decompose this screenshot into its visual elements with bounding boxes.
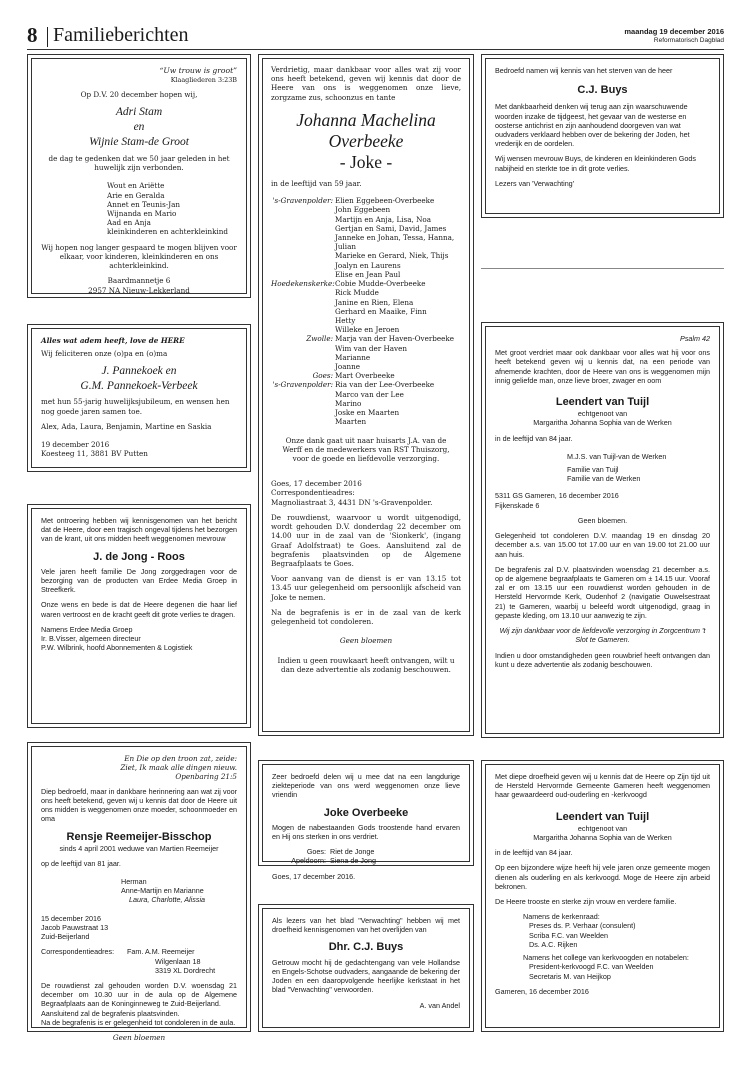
paragraph: Onze wens en bede is dat de Heere degenen die haar lief waren vertroost en de kracht geeft dit grote verlies te dragen.: [41, 600, 237, 619]
relative-row: [271, 408, 461, 417]
intro: Diep bedroefd, maar in dankbare herinnering aan wat zij voor ons heeft betekend, geven wij u kennis dat door de Heere uit ons midden is weggenomen onze moeder, schoonmoeder en oma: [41, 786, 237, 824]
intro: Met diepe droefheid geven wij u kennis dat de Heere op Zijn tijd uit de Hersteld Hervormde Gemeente Gameren heeft weggenomen haar gewaardeerd oud-ouderling en -kerkvoogd: [495, 772, 710, 800]
intro: Zeer bedroefd delen wij u mee dat na een langdurige ziekteperiode van ons werd weggenomen onze lieve vriendin: [272, 772, 460, 800]
relative-name: Janine en Rien, Elena: [335, 297, 414, 307]
deceased-name: J. de Jong - Roos: [93, 550, 185, 563]
couple-name: G.M. Pannekoek-Verbeek: [80, 380, 198, 393]
family-line: Aad en Anja: [107, 218, 151, 228]
scripture-ref: Psalm 42: [680, 334, 710, 343]
relative-row: [271, 288, 461, 297]
closing: Wij hopen nog langer gespaard te mogen blijven voor elkaar, voor kinderen, kleinkinderen en ons achterkleinkind.: [41, 242, 237, 271]
address: 2957 NA Nieuw-Lekkerland: [88, 285, 190, 295]
relative-place: [271, 316, 335, 325]
ad-pannekoek: [27, 324, 251, 472]
deceased-name: Leendert van Tuijl: [555, 396, 650, 409]
relative-place: Goes:: [312, 371, 333, 381]
relative-place: [271, 408, 335, 417]
family-line: kleinkinderen en achterkleinkind: [107, 227, 228, 237]
date: Goes, 17 december 2016.: [272, 871, 356, 881]
relative-row: [271, 224, 461, 233]
issue-date: maandag 19 december 2016: [624, 27, 724, 36]
relative-place: Zwolle:: [306, 334, 333, 344]
signed-place: Apeldoorn:: [291, 856, 326, 866]
paragraph: Na de begrafenis is er gelegenheid tot condoleren in de aula.: [41, 1017, 236, 1027]
relative-place: [271, 233, 335, 251]
intro: Met groot verdriet maar ook dankbaar voor alles wat hij voor ons heeft betekend geven wij u kennis dat, na een periode van afnemende krachten, door de Heere van ons is weggenomen mijn innig geliefde man, onze lieve broer, zwager en oom: [495, 348, 710, 385]
relative-name: Marja van der Haven-Overbeeke: [335, 334, 454, 344]
flowers: Geen bloemen.: [577, 515, 628, 525]
relative-place: [271, 224, 335, 233]
relative-row: [271, 325, 461, 334]
couple-name: Wijnie Stam-de Groot: [89, 136, 189, 148]
relative-place: [271, 307, 335, 316]
paragraph: De rouwdienst zal gehouden worden D.V. woensdag 21 december om 10.30 uur in de aula op de Algemene Begraafplaats aan de Koninginneweg te Zuid-Beijerland.: [41, 981, 237, 1009]
relative-place: [271, 215, 335, 224]
paragraph: Wij zijn dankbaar voor de liefdevolle verzorging in Zorgcentrum 't Slot te Gameren.: [499, 626, 706, 645]
paragraph: De rouwdienst, waarvoor u wordt uitgenodigd, wordt gehouden D.V. donderdag 22 december om 14.00 uur in de zaal van de 'Sionkerk', (ingang Graaf Adolfstraat) te Goes. Aansluitend zal de begrafenis plaatsvinden op de Algemene Begraafplaats te Goes.: [271, 512, 461, 568]
paragraph: Na de begrafenis is er in de zaal van de kerk gelegenheid tot condoleren.: [271, 607, 461, 627]
signed: Ir. B.Visser, algemeen directeur: [41, 634, 141, 644]
intro: Als lezers van het blad "Verwachting" hebben wij met droefheid kennisgenomen van het overlijden van: [272, 916, 460, 935]
paragraph: Voor aanvang van de dienst is er van 13.15 tot 13.45 uur gelegenheid om persoonlijk afscheid van Joke te nemen.: [271, 574, 461, 602]
spouse: Margaritha Johanna Sophia van de Werken: [533, 832, 672, 842]
signed-name: Riet de Jonge: [330, 847, 375, 857]
signed: A. van Andel: [419, 1001, 460, 1011]
corr-line: 3319 XL Dordrecht: [155, 965, 216, 975]
deceased-name: Overbeeke: [328, 130, 404, 151]
relative-place: [271, 399, 335, 408]
signed: P.W. Wilbrink, hoofd Abonnementen & Logistiek: [41, 643, 193, 653]
relative-name: Gertjan en Sami, David, James: [335, 223, 447, 233]
ad-tuijl-church: [481, 760, 724, 1032]
board-member: President-kerkvoogd F.C. van Weelden: [529, 962, 654, 972]
address: Koesteeg 11, 3881 BV Putten: [41, 449, 148, 459]
address: Correspondentieadres:: [271, 488, 355, 498]
body: Getrouw mocht hij de gedachtengang van vele Hollandse en Engels-Schotse oudvaders, aangaande de bekering der Joden en een daaropvolgende heerlijke kerkstaat in het blad "Verwachting" verwoorden.: [272, 957, 460, 995]
relative-row: [271, 215, 461, 224]
spouse-label: echtgenoot van: [577, 823, 628, 833]
relative-row: [271, 205, 461, 214]
relative-name: Joanne: [335, 362, 361, 372]
ad-joke-friends: [258, 760, 474, 881]
relative-place: [271, 288, 335, 297]
relative-place: [271, 390, 335, 399]
council-member: Ds. A.C. Rijken: [529, 939, 578, 949]
relative-row: [271, 417, 461, 426]
paragraph: De begrafenis zal D.V. plaatsvinden woensdag 21 december a.s. op de algemene begraafplaats te Gameren om ± 14.15 uur. Vooraf zal er om 13.15 uur een rouwdienst worden gehouden in de Hersteld Hervormde Kerk, Oudenhof 2 (navigatie Ouwelsestraat 21) te Gameren, waarbij u beleefd wordt uitgenodigd, graag in gepaste kleding, om 13.10 uur aanwezig te zijn.: [495, 564, 710, 620]
relative-name: Marianne: [335, 352, 371, 362]
relative-place: 's-Gravenpolder:: [272, 196, 333, 206]
quote-ref: Openbaring 21:5: [175, 772, 237, 782]
body: Mogen de nabestaanden Gods troostende hand ervaren en Hij ons sterken in ons verdriet.: [272, 822, 460, 841]
relative-place: [271, 417, 335, 426]
relative-name: Joske en Maarten: [335, 408, 400, 418]
signed-name: Siena de Jong: [330, 856, 376, 866]
relative-name: Hetty: [335, 315, 356, 325]
relatives-list: [271, 196, 461, 426]
relative-place: [271, 353, 335, 362]
page-number: 8: [27, 23, 38, 47]
flowers: Geen bloemen: [339, 636, 393, 646]
intro: Met ontroering hebben wij kennisgenomen van het bericht dat de Heere, door een tragisch ongeval tijdens het bezorgen van de krant, uit ons midden heeft weggenomen mevrouw: [41, 516, 237, 544]
paragraph: Aansluitend zal de begrafenis plaatsvinden.: [41, 1008, 180, 1018]
address: Fijkenskade 6: [495, 500, 540, 510]
relative-place: Hoedekenskerke:: [271, 279, 335, 289]
paragraph: Vele jaren heeft familie De Jong zorggedragen voor de bezorging van de producten van Erdee Media Groep in Streefkerk.: [41, 566, 237, 595]
couple-and: en: [133, 121, 145, 134]
relative-row: [271, 196, 461, 205]
relative-name: Rick Mudde: [335, 288, 379, 298]
relative-name: Gerhard en Maaike, Finn: [335, 306, 427, 316]
council-member: Scriba F.C. van Weelden: [529, 930, 608, 940]
header-rule: [27, 49, 724, 50]
signed-place: Goes:: [306, 847, 326, 857]
family-line: M.J.S. van Tuijl-van de Werken: [567, 451, 667, 461]
address: Magnoliastraat 3, 4431 DN 's-Gravenpolder.: [271, 497, 433, 507]
relative-place: [271, 325, 335, 334]
ad-overbeeke: [258, 54, 474, 736]
relative-name: Marieke en Gerard, Niek, Thijs: [335, 251, 449, 261]
signed-line: [272, 856, 460, 865]
council-label: Namens de kerkenraad:: [523, 912, 600, 922]
date: Gameren, 16 december 2016: [495, 986, 589, 996]
family-line: Anne-Martijn en Marianne: [121, 886, 204, 896]
relative-name: Elise en Jean Paul: [335, 269, 401, 279]
relative-row: [271, 307, 461, 316]
family-line: Wout en Ariëtte: [107, 181, 165, 191]
relative-row: [271, 251, 461, 260]
ad-reemeijer: [27, 742, 251, 1043]
corr-line: Wilgenlaan 18: [155, 956, 201, 966]
thanks: Onze dank gaat uit naar huisarts J.A. van de Werff en de medewerkers van RST Thuiszorg, voor de goede en liefdevolle verzorging.: [282, 435, 450, 463]
paper-name: Reformatorisch Dagblad: [653, 37, 724, 44]
relative-row: [271, 261, 461, 270]
ad-buys-andel: [258, 904, 474, 1032]
address: Zuid-Beijerland: [41, 932, 90, 942]
deceased-name: Dhr. C.J. Buys: [328, 941, 404, 954]
age: in de leeftijd van 84 jaar.: [495, 848, 573, 858]
relative-name: John Eggebeen: [335, 205, 391, 215]
relative-name: Wim van der Haven: [335, 343, 407, 353]
ad-tuijl-family: [481, 322, 724, 738]
column-divider: [481, 268, 724, 269]
relative-name: Joalyn en Laurens: [335, 260, 401, 270]
intro: Wij feliciteren onze (o)pa en (o)ma: [41, 349, 168, 359]
relative-name: Mart Overbeeke: [335, 371, 395, 381]
signed: Lezers van 'Verwachting': [495, 178, 575, 188]
signed-line: [272, 847, 460, 856]
body: de dag te gedenken dat we 50 jaar geleden in het huwelijk zijn verbonden.: [48, 153, 230, 173]
address: Goes, 17 december 2016: [271, 479, 362, 489]
corr-line: Fam. A.M. Reemeijer: [127, 947, 195, 957]
address: Jacob Pauwstraat 13: [41, 922, 109, 932]
relative-row: [271, 279, 461, 288]
flowers: Geen bloemen: [112, 1033, 166, 1043]
intro: Verdrietig, maar dankbaar voor alles wat zij voor ons heeft betekend, geven wij kennis dat door de Heere van ons is weggenomen onze lieve, zorgzame zus, schoonzus en tante: [271, 65, 461, 102]
relative-name: Martijn en Anja, Lisa, Noa: [335, 214, 431, 224]
relative-row: [271, 371, 461, 380]
relative-name: Willeke en Jeroen: [335, 325, 400, 335]
relative-row: [271, 353, 461, 362]
intro: Bedroefd namen wij kennis van het sterven van de heer: [495, 66, 673, 75]
intro: Op D.V. 20 december hopen wij,: [80, 89, 198, 99]
deceased-name: Leendert van Tuijl: [555, 810, 650, 823]
relative-row: [271, 316, 461, 325]
relative-name: Marco van der Lee: [335, 389, 404, 399]
age: in de leeftijd van 84 jaar.: [495, 433, 573, 443]
relative-row: [271, 344, 461, 353]
quote: En Die op den troon zat, zeide:: [124, 754, 237, 763]
relative-name: Janneke en Johan, Tessa, Hanna, Julian: [335, 232, 455, 252]
ad-stam: [27, 54, 251, 298]
relative-name: Cobie Mudde-Overbeeke: [335, 279, 426, 289]
quote: “Uw trouw is groot”: [159, 66, 237, 75]
relative-place: [271, 298, 335, 307]
relative-name: Ria van der Lee-Overbeeke: [335, 380, 435, 390]
subtitle: sinds 4 april 2001 weduwe van Martien Reemeijer: [59, 843, 219, 853]
deceased-name: Joke Overbeeke: [323, 806, 409, 819]
spouse: Margaritha Johanna Sophia van de Werken: [533, 418, 672, 428]
signed: Namens Erdee Media Groep: [41, 624, 133, 634]
deceased-name: Johanna Machelina: [296, 109, 436, 130]
family-line: Laura, Charlotte, Alissia: [129, 895, 206, 905]
ad-buys-verwachting: [481, 54, 724, 218]
closing: Indien u door omstandigheden geen rouwbrief heeft ontvangen dan kunt u deze advertentie als zodanig beschouwen.: [495, 650, 710, 669]
deceased-nickname: - Joke -: [339, 151, 393, 172]
relative-row: [271, 390, 461, 399]
couple-name: J. Pannekoek en: [101, 365, 177, 378]
age: in de leeftijd van 59 jaar.: [271, 178, 362, 188]
family-line: Herman: [121, 877, 147, 887]
relative-place: 's-Gravenpolder:: [272, 380, 333, 390]
paragraph: Met dankbaarheid denken wij terug aan zijn waarschuwende woorden inzake de tijdgeest, het gevaar van de westerse en oosterse antichrist en zijn aanhoudend doorgeven van wat oudvaders verklaard hebben over de bekering der Joden, het vrederijk en de oordelen.: [495, 102, 690, 149]
paragraph: De Heere trooste en sterke zijn vrouw en verdere familie.: [495, 897, 677, 907]
address: 15 december 2016: [41, 913, 101, 923]
relative-place: [271, 251, 335, 260]
board-label: Namens het college van kerkvoogden en notabelen:: [523, 953, 689, 963]
motto: Alles wat adem heeft, love de HERE: [41, 336, 185, 345]
body: met hun 55-jarig huwelijksjubileum, en wensen hen nog goede jaren samen toe.: [41, 397, 230, 416]
family-line: Wijnanda en Mario: [107, 209, 177, 219]
paragraph: Op een bijzondere wijze heeft hij vele jaren onze gemeente mogen dienen als ouderling en als kerkvoogd. Moge de Heere zijn arbeid bekronen.: [495, 863, 710, 891]
family-line: Familie van Tuijl: [567, 465, 619, 475]
relative-place: [271, 205, 335, 214]
quote-ref: Klaagliederen 3:23B: [170, 75, 237, 84]
signed: Alex, Ada, Laura, Benjamin, Martine en Saskia: [41, 421, 212, 431]
relative-name: Elien Eggebeen-Overbeeke: [335, 196, 435, 206]
family-line: Familie van de Werken: [567, 474, 641, 484]
relative-name: Marino: [335, 398, 362, 408]
paragraph: Gelegenheid tot condoleren D.V. maandag 19 en dinsdag 20 december a.s. van 15.00 tot 17.00 uur en van 19.00 tot 21.00 uur aan huis.: [495, 531, 710, 559]
family-line: Arie en Geralda: [107, 190, 165, 200]
spouse-label: echtgenoot van: [577, 409, 628, 419]
relative-row: [271, 270, 461, 279]
section-title: Familieberichten: [53, 24, 189, 46]
relative-row: [271, 233, 461, 251]
ad-dejong: [27, 504, 251, 728]
relative-row: [271, 399, 461, 408]
paragraph: Wij wensen mevrouw Buys, de kinderen en kleinkinderen Gods nabijheid en sterkte toe in dit grote verlies.: [495, 154, 696, 173]
relative-place: [271, 270, 335, 279]
address: Baardmannetje 6: [107, 276, 171, 286]
relative-row: [271, 298, 461, 307]
quote: Ziet, Ik maak alle dingen nieuw.: [120, 763, 237, 773]
relative-row: [271, 362, 461, 371]
corr-label: Correspondentieadres:: [41, 947, 115, 957]
council-member: Preses ds. P. Verhaar (consulent): [529, 921, 636, 931]
deceased-name: C.J. Buys: [577, 84, 628, 97]
age: op de leeftijd van 81 jaar.: [41, 858, 121, 868]
relative-row: [271, 334, 461, 343]
relative-place: [271, 344, 335, 353]
correspondence: [41, 947, 237, 975]
relative-row: [271, 380, 461, 389]
address: 19 december 2016: [41, 439, 110, 449]
deceased-name: Rensje Reemeijer-Bisschop: [66, 830, 212, 843]
header-separator: [47, 27, 48, 47]
relative-name: Maarten: [335, 417, 367, 427]
board-member: Secretaris M. van Heijkop: [529, 971, 611, 981]
relative-place: [271, 261, 335, 270]
closing: Indien u geen rouwkaart heeft ontvangen, wilt u dan deze advertentie als zodanig beschouwen.: [277, 655, 455, 674]
relative-place: [271, 362, 335, 371]
couple-name: Adri Stam: [115, 106, 163, 119]
address: 5311 GS Gameren, 16 december 2016: [495, 491, 619, 501]
family-line: Annet en Teunis-Jan: [107, 199, 181, 209]
